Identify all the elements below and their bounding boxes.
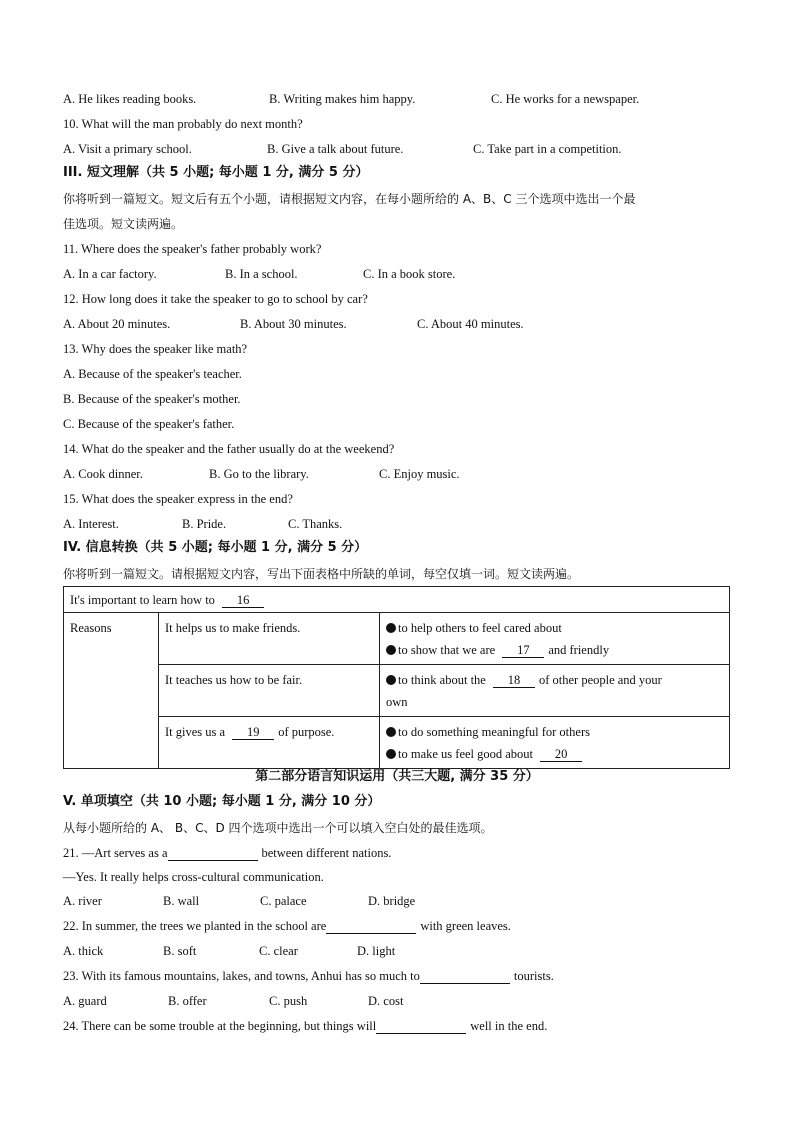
q21-stem-text: 21. —Art serves as a: [63, 846, 168, 860]
part5-title: V. 单项填空（共 10 小题; 每小题 1 分, 满分 10 分）: [63, 794, 381, 809]
reason1-bullet2-post: and friendly: [548, 643, 610, 657]
q21-blank: [168, 847, 258, 861]
q13-option-b: B. Because of the speaker's mother.: [63, 392, 241, 406]
part5-instruction: 从每小题所给的 A、 B、C、D 四个选项中选出一个可以填入空白处的最佳选项。: [63, 821, 493, 835]
q15-stem: 15. What does the speaker express in the end?: [63, 492, 293, 506]
reason2-left: It teaches us how to be fair.: [159, 665, 380, 717]
reason3-bullet2-text: to make us feel good about: [398, 747, 534, 761]
part4-title: IV. 信息转换（共 5 小题; 每小题 1 分, 满分 5 分）: [63, 540, 368, 555]
table-top-row: [64, 587, 730, 613]
part3-instruction-line2: 佳选项。短文读两遍。: [63, 217, 184, 231]
q21-stem: [63, 845, 391, 861]
q23-stem-text: 23. With its famous mountains, lakes, and towns, Anhui has so much to: [63, 969, 420, 983]
reason1-right: [380, 613, 730, 665]
q21-option-a: A. river: [63, 894, 102, 908]
q12-option-a: A. About 20 minutes.: [63, 317, 171, 331]
bullet-icon: [386, 727, 396, 737]
blank-20: 20: [540, 748, 582, 762]
q14-stem: 14. What do the speaker and the father usually do at the weekend?: [63, 442, 395, 456]
q23-blank: [420, 970, 510, 984]
q14-option-a: A. Cook dinner.: [63, 467, 143, 481]
bullet-icon: [386, 749, 396, 759]
q9-option-c: C. He works for a newspaper.: [491, 92, 640, 106]
q22-option-d: D. light: [357, 944, 396, 958]
information-table: [63, 586, 730, 769]
q24-stem: [63, 1018, 547, 1034]
q12-option-b: B. About 30 minutes.: [240, 317, 347, 331]
q10-option-c: C. Take part in a competition.: [473, 142, 622, 156]
reason2-right: [380, 665, 730, 717]
q11-option-a: A. In a car factory.: [63, 267, 157, 281]
bullet-icon: [386, 675, 396, 685]
part4-instruction: 你将听到一篇短文。请根据短文内容，写出下面表格中所缺的单词，每空仅填一词。短文读两遍。: [63, 567, 580, 581]
q23-option-c: C. push: [269, 994, 308, 1008]
reason3-bullet2: [386, 743, 723, 765]
part3-instruction-line1: 你将听到一篇短文。短文后有五个小题，请根据短文内容，在每小题所给的 A、B、C 三个选项中选出一个最: [63, 192, 636, 206]
q21-reply: —Yes. It really helps cross-cultural communication.: [63, 870, 324, 884]
q15-option-c: C. Thanks.: [288, 517, 343, 531]
q11-option-b: B. In a school.: [225, 267, 298, 281]
reason1-bullet2-text: to show that we are: [398, 643, 496, 657]
q9-option-b: B. Writing makes him happy.: [269, 92, 416, 106]
q12-option-c: C. About 40 minutes.: [417, 317, 524, 331]
reason1-bullet1-text: to help others to feel cared about: [398, 621, 562, 635]
q23-option-a: A. guard: [63, 994, 107, 1008]
q13-stem: 13. Why does the speaker like math?: [63, 342, 248, 356]
q21-option-c: C. palace: [260, 894, 307, 908]
q14-option-c: C. Enjoy music.: [379, 467, 460, 481]
q22-stem: [63, 918, 511, 934]
q23-option-d: D. cost: [368, 994, 404, 1008]
q12-stem: 12. How long does it take the speaker to go to school by car?: [63, 292, 368, 306]
section2-title: 第二部分语言知识运用（共三大题, 满分 35 分）: [255, 769, 539, 784]
reason3-bullet1-text: to do something meaningful for others: [398, 725, 590, 739]
reason3-left: [159, 717, 380, 769]
q9-option-a: A. He likes reading books.: [63, 92, 197, 106]
q22-blank: [326, 920, 416, 934]
reason1-left: It helps us to make friends.: [159, 613, 380, 665]
q21-option-b: B. wall: [163, 894, 200, 908]
reasons-cell: Reasons: [64, 613, 159, 769]
q11-option-c: C. In a book store.: [363, 267, 456, 281]
blank-16: 16: [222, 594, 264, 608]
q14-option-b: B. Go to the library.: [209, 467, 309, 481]
part3-title: III. 短文理解（共 5 小题; 每小题 1 分, 满分 5 分）: [63, 165, 369, 180]
q22-option-c: C. clear: [259, 944, 298, 958]
table-top-text: It's important to learn how to: [70, 593, 215, 607]
q22-option-a: A. thick: [63, 944, 104, 958]
reason2-bullet1-cont: own: [386, 695, 408, 709]
reason3-left-text: It gives us a: [165, 725, 226, 739]
q21-stem-post: between different nations.: [261, 846, 392, 860]
q13-option-c: C. Because of the speaker's father.: [63, 417, 235, 431]
q24-stem-text: 24. There can be some trouble at the beginning, but things will: [63, 1019, 377, 1033]
q15-option-b: B. Pride.: [182, 517, 227, 531]
q23-stem: [63, 968, 554, 984]
reason3-bullet1: [386, 721, 723, 743]
reason2-bullet1: [386, 669, 723, 691]
q10-stem: 10. What will the man probably do next month?: [63, 117, 303, 131]
reason2-bullet1-text: to think about the: [398, 673, 486, 687]
q24-blank: [376, 1020, 466, 1034]
blank-19: 19: [232, 726, 274, 740]
q10-option-a: A. Visit a primary school.: [63, 142, 192, 156]
q15-option-a: A. Interest.: [63, 517, 119, 531]
q10-option-b: B. Give a talk about future.: [267, 142, 404, 156]
reason3-left-post: of purpose.: [278, 725, 335, 739]
q22-option-b: B. soft: [163, 944, 197, 958]
reason1-bullet1: [386, 617, 723, 639]
q21-option-d: D. bridge: [368, 894, 416, 908]
q13-option-a: A. Because of the speaker's teacher.: [63, 367, 242, 381]
blank-17: 17: [502, 644, 544, 658]
bullet-icon: [386, 645, 396, 655]
q22-stem-text: 22. In summer, the trees we planted in the school are: [63, 919, 327, 933]
reason3-right: [380, 717, 730, 769]
blank-18: 18: [493, 674, 535, 688]
bullet-icon: [386, 623, 396, 633]
reason2-bullet1-post: of other people and your: [538, 673, 662, 687]
q11-stem: 11. Where does the speaker's father probably work?: [63, 242, 322, 256]
q24-stem-post: well in the end.: [470, 1019, 548, 1033]
q23-stem-post: tourists.: [513, 969, 554, 983]
q23-option-b: B. offer: [168, 994, 207, 1008]
reason1-bullet2: [386, 639, 723, 661]
q22-stem-post: with green leaves.: [420, 919, 511, 933]
